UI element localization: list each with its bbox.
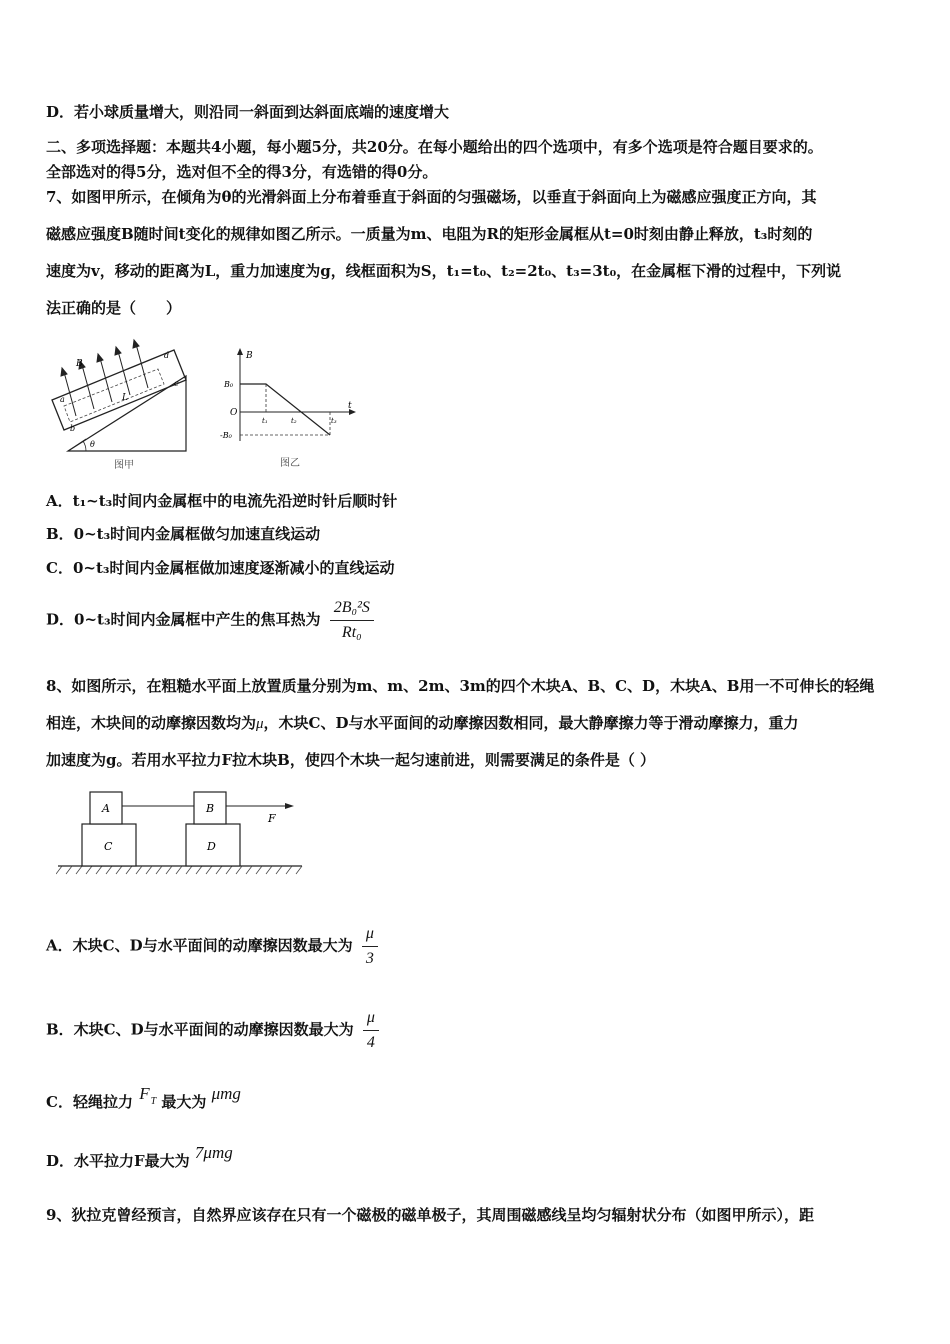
q8-fig-label-d: D — [207, 840, 216, 853]
q8-option-a-denominator: 3 — [365, 950, 374, 967]
q8-stem-line2 — [46, 713, 908, 734]
q8-option-c-text2: 最大为 — [161, 1093, 207, 1111]
q8-option-b-denominator: 4 — [366, 1034, 375, 1051]
q7-option-d — [46, 598, 374, 643]
q8-option-a — [46, 924, 378, 969]
fig2-label-t3: t₃ — [331, 417, 337, 425]
q8-stem-line2-a: 相连，木块间的动摩擦因数均为 — [46, 714, 257, 732]
fig2-label-o: O — [230, 408, 238, 418]
fig2-label-neg-b0: -B₀ — [220, 431, 232, 440]
fig1-label-a: a — [60, 395, 65, 404]
fig1-label-theta: θ — [90, 440, 95, 449]
q7-stem-line2: 磁感应强度B随时间t变化的规律如图乙所示。一质量为m、电阻为R的矩形金属框从t=0时刻由静止释放，t₃时刻的 — [46, 225, 813, 243]
q7-option-d-numerator: 2B₀²S — [330, 598, 374, 621]
q8-option-c — [46, 1084, 241, 1115]
q7-stem-line1: 7、如图甲所示，在倾角为θ的光滑斜面上分布着垂直于斜面的匀强磁场，以垂直于斜面向上为磁感应强度正方向，其 — [46, 188, 817, 206]
q7-option-a: A．t₁~t₃时间内金属框中的电流先沿逆时针后顺时针 — [46, 492, 398, 510]
fig1-caption: 图甲 — [114, 460, 134, 471]
q8-option-c-expr: μmg — [211, 1084, 241, 1103]
q8-stem-line1: 8、如图所示，在粗糙水平面上放置质量分别为m、m、2m、3m的四个木块A、B、C、D，木块A、B用一不可伸长的轻绳 — [46, 677, 875, 695]
q8-option-b-text: B．木块C、D与水平面间的动摩擦因数最大为 — [46, 1020, 354, 1039]
fig2-axis-t: t — [348, 401, 352, 411]
section2-heading-line1: 二、多项选择题：本题共4小题，每小题5分，共20分。在每小题给出的四个选项中，有多个选项是符合题目要求的。 — [46, 138, 823, 156]
q8-fig-label-a: A — [102, 802, 110, 815]
q8-fig-label-c: C — [104, 840, 113, 853]
fig1-label-d: d — [164, 351, 170, 360]
q8-option-b — [46, 1008, 379, 1053]
q8-figure-blocks — [56, 786, 306, 881]
q7-stem-line4: 法正确的是（ ） — [46, 299, 182, 317]
fig2-caption: 图乙 — [280, 458, 300, 469]
fig2-label-b0: B₀ — [224, 380, 234, 389]
fig1-label-b-field: B — [76, 359, 83, 369]
q8-option-b-numerator: μ — [363, 1008, 379, 1031]
fig2-label-t2: t₂ — [291, 417, 297, 425]
q8-fig-label-b: B — [206, 802, 215, 815]
q8-option-d-text: D．水平拉力F最大为 — [46, 1152, 190, 1170]
q8-option-a-fraction — [362, 924, 378, 969]
fig2-label-t1: t₁ — [262, 417, 268, 425]
q8-option-a-numerator: μ — [362, 924, 378, 947]
q7-option-c: C．0~t₃时间内金属框做加速度逐渐减小的直线运动 — [46, 559, 395, 577]
q7-figure-jia — [46, 336, 196, 476]
q7-option-b: B．0~t₃时间内金属框做匀加速直线运动 — [46, 525, 321, 543]
fig1-label-l: L — [122, 393, 128, 403]
q7-stem-line3: 速度为v，移动的距离为L，重力加速度为g，线框面积为S，t₁=t₀、t₂=2t₀、t₃=3t₀，在金属框下滑的过程中，下列说 — [46, 262, 842, 280]
q7-option-d-text: D．0~t₃时间内金属框中产生的焦耳热为 — [46, 610, 321, 629]
q8-option-d-expr: 7μmg — [194, 1143, 233, 1162]
q7-option-d-denominator: Rt₀ — [341, 624, 362, 641]
q8-stem-line2-b: ，木块C、D与水平面间的动摩擦因数相同，最大静摩擦力等于滑动摩擦力，重力 — [263, 714, 799, 732]
q7-option-d-fraction — [330, 598, 374, 643]
fig1-label-b: b — [70, 424, 76, 433]
fig1-label-c: c — [174, 379, 179, 388]
q8-fig-label-f: F — [268, 812, 276, 825]
q6-option-d: D．若小球质量增大，则沿同一斜面到达斜面底端的速度增大 — [46, 103, 450, 121]
q8-option-d — [46, 1143, 233, 1171]
q8-option-a-text: A．木块C、D与水平面间的动摩擦因数最大为 — [46, 936, 353, 955]
fig2-axis-b: B — [246, 351, 253, 361]
q8-option-c-subscript: T — [150, 1096, 157, 1107]
section2-heading-line2: 全部选对的得5分，选对但不全的得3分，有选错的得0分。 — [46, 163, 438, 181]
q7-figure-yi — [218, 346, 368, 476]
q8-stem-mu: μ — [256, 716, 264, 732]
q8-stem-line3: 加速度为g。若用水平拉力F拉木块B，使四个木块一起匀速前进，则需要满足的条件是（ ） — [46, 751, 656, 769]
q8-option-b-fraction — [363, 1008, 379, 1053]
q9-stem-line1: 9、狄拉克曾经预言，自然界应该存在只有一个磁极的磁单极子，其周围磁感线呈均匀辐射状分布（如图甲所示），距 — [46, 1206, 814, 1224]
q8-option-c-text: C．轻绳拉力 — [46, 1093, 133, 1111]
q8-option-c-symbol: F — [139, 1084, 150, 1103]
